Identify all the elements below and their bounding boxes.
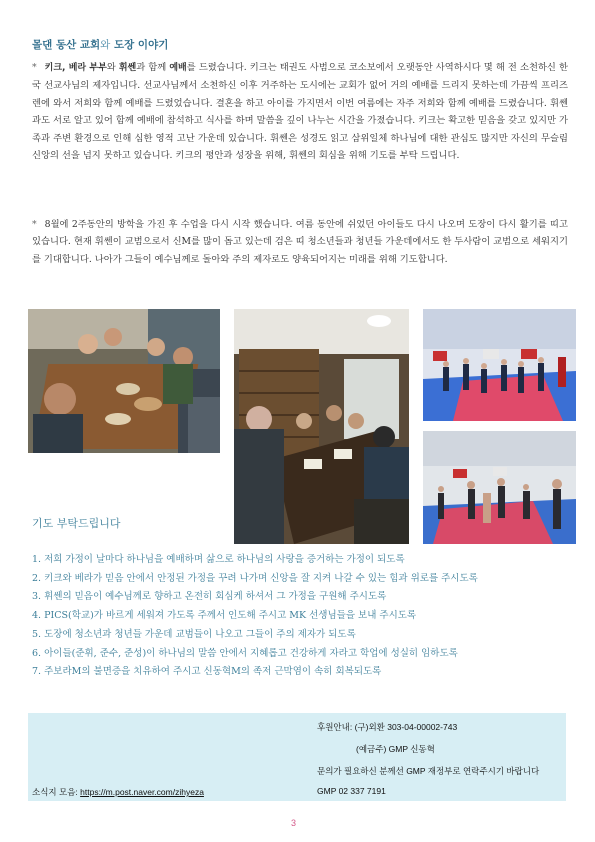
prayer-item: 1. 저희 가정이 날마다 하나님을 예배하며 삶으로 하나님의 사랑을 증거하는 가정이 되도록 [32, 554, 405, 565]
title-dojang: 도장 이야기 [113, 39, 169, 51]
gmp-phone: GMP 02 337 7191 [317, 786, 386, 796]
prayer-item: 6. 아이들(준휘, 준수, 준성)이 하나님의 말씀 안에서 지혜롭고 건강하게 자라고 학업에 성실히 임하도록 [32, 647, 458, 659]
title-connector: 와 [100, 39, 111, 51]
section-title [32, 37, 168, 52]
prayer-item: 4. PICS(학교)가 바르게 세워져 가도록 주께서 인도해 주시고 MK 선생님들을 보내 주시도록 [32, 610, 417, 622]
prayer-item: 3. 휘쎈의 믿음이 예수님께로 향하고 온전히 회심케 하셔서 그 가정을 구원해 주시도록 [32, 591, 387, 603]
story-body: 8월에 2주동안의 방학을 가진 후 수업을 다시 시작 했습니다. 여름 동안에 쉬었던 아이들도 다시 나오며 도장이 다시 활기를 띠고 있습니다. 현재 휘쎈이 교범으로서 신M를 많이 돕고 있는데 검은 띠 청소년들과 청년들 가운데에서도 한 두사람이 교범으로 세워지기를 기대합니다. 나아가 그들이 예수님께로 돌아와 주의 제자로도 양육되어지는 미래를 위해 기도합니다. [32, 219, 568, 265]
photo-dinner-image [28, 309, 220, 453]
bullet-mark: * [32, 219, 37, 230]
contact-note: 문의가 필요하신 분께선 GMP 재정부로 연락주시기 바랍니다 [317, 766, 540, 776]
newsletter-collection [32, 786, 204, 798]
photo-dojang-training-2 [423, 431, 576, 544]
story-body: 를 드렸습니다. 키크는 태권도 사범으로 코소보에서 오랫동안 사역하시다 몇 해 전 소천하신 한국 선교사님의 제자입니다. 선교사님께서 소천하신 이후 거주하는 도시에는 교회가 없어 거의 예배를 드리지 못하는데 가끔씩 프리즈렌에 와서 저희와 함께 예배를 드렸었습니다. 결혼을 하고 아이를 가지면서 이번 여름에는 자주 저희와 함께 예배를 드렸습니다. 휘쎈과도 서로 알고 있어 함께 예배에 참석하고 식사를 하며 말씀을 깊이 나누는 시간을 가졌습니다. 키크는 확고한 믿음을 갖고 있지만 가족과 주변 환경으로 인해 심한 영적 고난 가운데 있습니다. 휘쎈은 성경도 읽고 삼위일체 하나님에 대한 관심도 많지만 자신의 무슬림 신앙의 선을 넘지 못하고 있습니다. 키크의 평안과 성장을 위해, 휘쎈의 회심을 위해 기도를 부탁 드립니다. [32, 62, 568, 162]
newsletter-link[interactable]: https://m.post.naver.com/zihyeza [80, 787, 204, 797]
connector-text: 과 함께 [136, 62, 167, 73]
bullet-mark: * [32, 62, 37, 73]
prayer-item: 7. 주보라M의 불면증을 치유하여 주시고 신동혁M의 족저 근막염이 속히 회복되도록 [32, 666, 382, 678]
word-worship: 예배 [169, 63, 187, 73]
photo-dojang-image-2 [423, 431, 576, 544]
name-hysen: 휘쎈 [118, 63, 137, 73]
story-paragraph-dojang [32, 216, 568, 268]
names-kik-vera: 키크, 베라 부부 [44, 63, 107, 73]
photo-dojang-image-1 [423, 309, 576, 421]
photo-study-image [234, 309, 409, 544]
page-number: 3 [291, 818, 297, 828]
connector-text: 와 [106, 62, 116, 73]
photo-bible-study [234, 309, 409, 544]
prayer-list [32, 551, 478, 682]
title-church: 몰댄 동산 교회 [32, 39, 101, 51]
prayer-item: 2. 키크와 베라가 믿음 안에서 안정된 가정을 꾸려 나가며 신앙을 잘 지켜 나갈 수 있는 힘과 위로를 주시도록 [32, 572, 478, 584]
account-holder: (예금주) GMP 신동혁 [356, 744, 435, 754]
prayer-title: 기도 부탁드립니다 [32, 517, 121, 530]
prayer-item: 5. 도장에 청소년과 청년들 가운데 교범들이 나오고 그들이 주의 제자가 되도록 [32, 628, 356, 640]
newsletter-label: 소식지 모음: [32, 787, 81, 797]
support-account: 후원안내: (구)외환 303-04-00002-743 [317, 722, 458, 732]
story-paragraph-worship [32, 59, 568, 164]
photo-dojang-training-1 [423, 309, 576, 421]
photo-dinner-group [28, 309, 220, 453]
support-info-box [28, 713, 566, 801]
